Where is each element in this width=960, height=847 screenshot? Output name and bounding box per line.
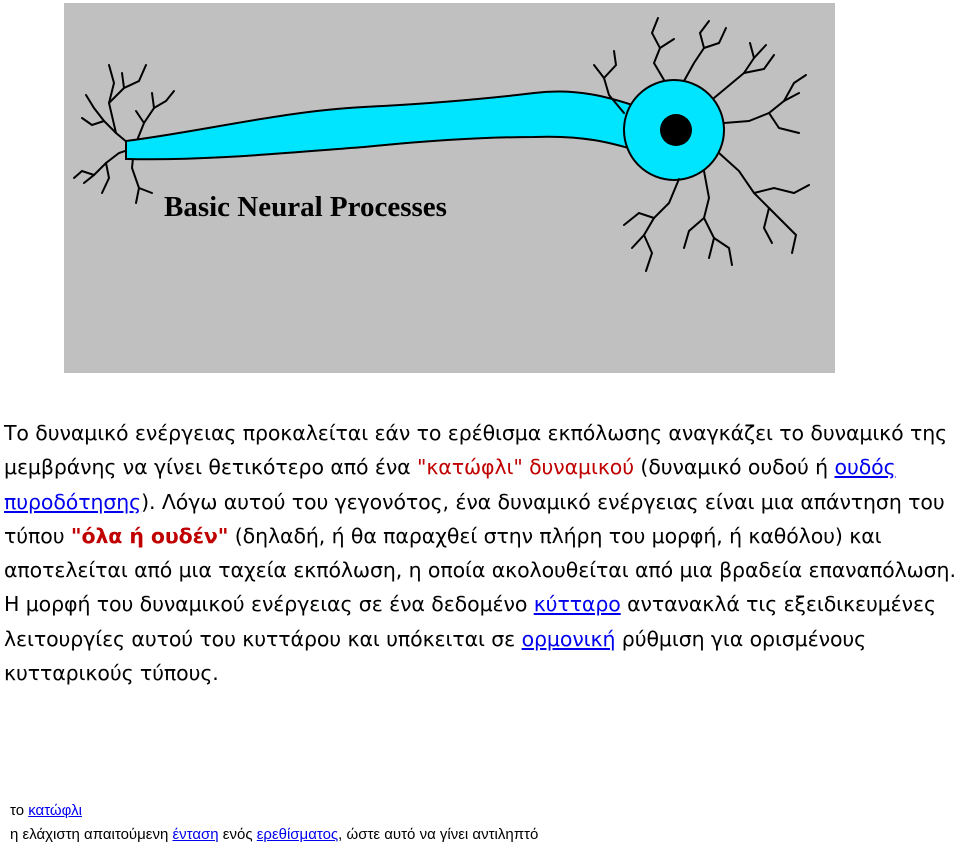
threshold-potential-term: "κατώφλι" δυναμικού	[417, 455, 635, 480]
link-intensity[interactable]: ένταση	[172, 826, 219, 843]
figure-title: Basic Neural Processes	[164, 191, 447, 223]
text-segment: ενός	[218, 826, 257, 843]
text-segment: (δυναμικό ουδού ή	[634, 455, 835, 480]
text-segment: αντανακλά τις εξειδικευμένες λειτουργίες αυτού του κυττάρου και υπόκειται σε	[4, 592, 936, 651]
all-or-none-term: "όλα ή ουδέν"	[70, 523, 229, 548]
text-segment: ρύθμιση για ορισμένους κυτταρικούς τύπους.	[4, 626, 867, 686]
axon-shape	[126, 92, 639, 160]
text-segment: η ελάχιστη απαιτούμενη	[10, 826, 173, 843]
text-segment: (δηλαδή, ή θα παραχθεί στην πλήρη του μορφή, ή καθόλου) και αποτελείται από μια ταχεία εκπόλωση, η οποία ακολουθείται από μια βραδεία επαναπόλωση.	[4, 523, 956, 583]
left-dendrites	[74, 65, 174, 203]
body-paragraph	[4, 416, 958, 690]
text-segment: Το δυναμικό ενέργειας προκαλείται εάν το ερέθισμα εκπόλωσης αναγκάζει το δυναμικό της μεμβράνης να γίνει θετικότερο από ένα	[4, 421, 948, 480]
link-cell[interactable]: κύτταρο	[533, 592, 621, 617]
paragraph-1	[4, 416, 958, 587]
footnote-2	[10, 823, 538, 847]
text-segment: ). Λόγω αυτού του γεγονότος, ένα δυναμικό ενέργειας είναι μια απάντηση του τύπου	[4, 489, 945, 548]
footnote-1	[10, 799, 538, 823]
text-segment: Η μορφή του δυναμικού ενέργειας σε ένα δεδομένο	[4, 592, 534, 617]
link-threshold[interactable]: κατώφλι	[28, 802, 82, 819]
link-firing-threshold[interactable]: ουδός πυροδότησης	[4, 455, 896, 514]
nucleus	[660, 114, 692, 146]
link-stimulus[interactable]: ερεθίσματος	[256, 826, 339, 843]
link-hormonal[interactable]: ορμονική	[521, 626, 616, 651]
text-segment: το	[10, 802, 29, 819]
footnotes	[10, 799, 538, 847]
neuron-diagram	[64, 3, 835, 373]
text-segment: , ώστε αυτό να γίνει αντιληπτό	[338, 826, 539, 843]
paragraph-2	[4, 587, 958, 690]
neuron-figure	[64, 3, 835, 373]
